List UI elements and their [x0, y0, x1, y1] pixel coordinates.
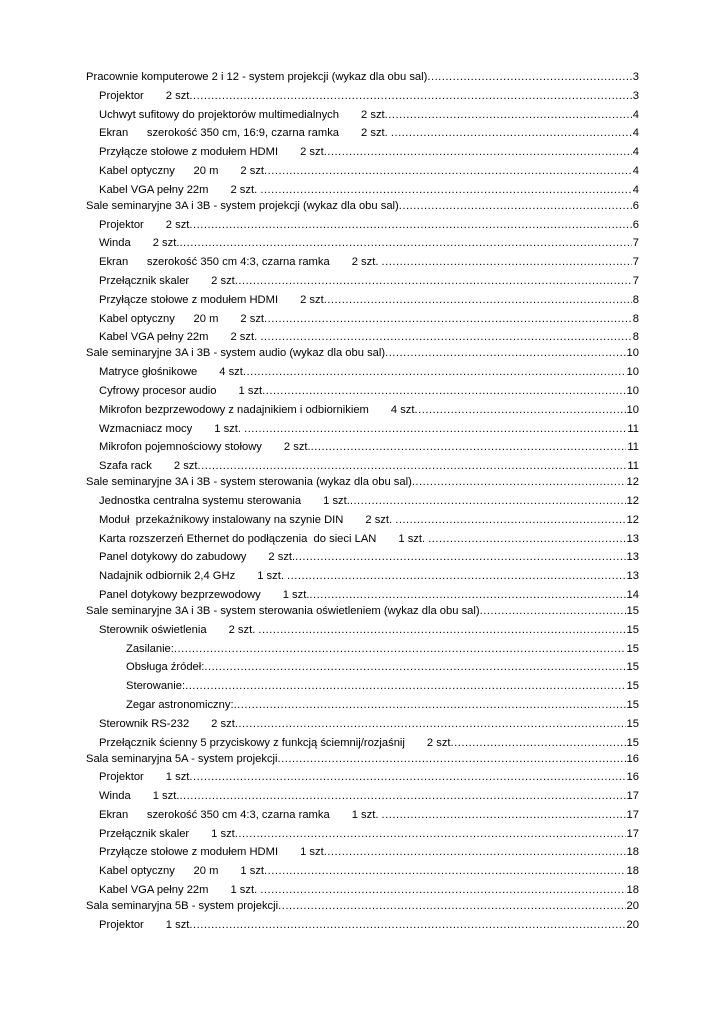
toc-entry-quantity: 2 szt. — [152, 237, 180, 250]
toc-entry-title: Mikrofon bezprzewodowy z nadajnikiem i odbiornikiem — [99, 403, 369, 416]
toc-entry-title: Przyłącze stołowe z modułem HDMI — [99, 846, 279, 859]
toc-page-number: 8 — [632, 293, 639, 306]
toc-entry[interactable] — [86, 693, 639, 712]
toc-entry-title: Mikrofon pojemnościowy stołowy — [99, 441, 262, 454]
toc-entry-quantity: 2 szt. — [365, 513, 396, 526]
toc-page-number: 20 — [626, 900, 639, 913]
toc-entry[interactable] — [86, 122, 639, 141]
toc-entry[interactable] — [86, 564, 639, 583]
toc-entry-title: Winda — [99, 237, 131, 250]
toc-page-number: 15 — [626, 717, 639, 730]
toc-page-number: 10 — [626, 403, 639, 416]
toc-dot-leader — [278, 900, 625, 913]
toc-page-number: 17 — [626, 827, 639, 840]
toc-entry-title: Karta rozszerzeń Ethernet do podłączenia do sieci LAN — [99, 532, 377, 545]
toc-dot-leader — [189, 771, 625, 784]
toc-entry[interactable] — [86, 546, 639, 565]
toc-page-number: 3 — [632, 71, 639, 83]
toc-entry[interactable] — [86, 489, 639, 508]
toc-dot-leader — [385, 347, 625, 360]
toc-dot-leader — [480, 605, 626, 618]
toc-entry[interactable] — [86, 288, 639, 307]
toc-entry-quantity: 2 szt — [361, 108, 385, 121]
toc-entry-title: Projektor — [99, 771, 144, 784]
toc-dot-leader — [399, 200, 632, 213]
toc-entry[interactable] — [86, 784, 639, 803]
toc-entry-title: Uchwyt sufitowy do projektorów multimedialnych — [99, 108, 340, 121]
toc-entry-title: Kabel optyczny 20 m — [99, 164, 219, 177]
toc-page-number: 10 — [626, 384, 639, 397]
toc-dot-leader — [385, 109, 632, 122]
toc-entry-title: Panel dotykowy do zabudowy — [99, 551, 247, 564]
toc-entry[interactable] — [86, 637, 639, 656]
toc-dot-leader — [382, 809, 626, 822]
toc-entry[interactable] — [86, 379, 639, 398]
toc-entry-title: Matryce głośnikowe — [99, 366, 198, 379]
toc-page-number: 6 — [632, 199, 639, 212]
toc-entry-title: Ekran szerokość 350 cm 4:3, czarna ramka — [99, 808, 330, 821]
toc-entry[interactable] — [86, 159, 639, 178]
toc-page-number: 14 — [626, 588, 639, 601]
toc-entry[interactable] — [86, 508, 639, 527]
toc-entry-quantity: 2 szt — [300, 293, 324, 306]
toc-dot-leader — [287, 570, 626, 583]
toc-entry[interactable] — [86, 878, 639, 897]
toc-page-number: 12 — [626, 513, 639, 526]
toc-entry[interactable] — [86, 897, 639, 913]
toc-dot-leader — [260, 331, 631, 344]
toc-entry[interactable] — [86, 307, 639, 326]
toc-entry-quantity: 1 szt. — [230, 884, 261, 897]
toc-dot-leader — [350, 495, 626, 508]
toc-dot-leader — [198, 460, 627, 473]
toc-entry[interactable] — [86, 583, 639, 602]
toc-page-number: 15 — [626, 680, 639, 693]
toc-entry[interactable] — [86, 398, 639, 417]
toc-entry-title: Przyłącze stołowe z modułem HDMI — [99, 146, 279, 159]
toc-entry-title: Projektor — [99, 89, 144, 102]
toc-dot-leader — [185, 680, 625, 693]
toc-entry-quantity: 1 szt — [165, 918, 190, 931]
toc-entry[interactable] — [86, 417, 639, 436]
toc-dot-leader — [324, 146, 632, 159]
toc-dot-leader — [179, 237, 631, 250]
toc-entry-title: Cyfrowy procesor audio — [99, 384, 217, 397]
toc-entry[interactable] — [86, 197, 639, 213]
toc-entry[interactable] — [86, 674, 639, 693]
toc-page-number: 15 — [626, 604, 639, 617]
toc-entry-title: Projektor — [99, 918, 144, 931]
toc-entry[interactable] — [86, 841, 639, 860]
toc-entry-title: Moduł przekaźnikowy instalowany na szynie DIN — [99, 513, 344, 526]
toc-dot-leader — [244, 423, 626, 436]
toc-entry[interactable] — [86, 454, 639, 473]
toc-page-number: 15 — [626, 642, 639, 655]
toc-entry-quantity: 4 szt — [219, 366, 243, 379]
toc-entry[interactable] — [86, 84, 639, 103]
toc-entry-quantity: 2 szt — [300, 146, 324, 159]
toc-dot-leader — [415, 404, 626, 417]
toc-page-number: 4 — [632, 146, 639, 159]
toc-page-number: 4 — [632, 164, 639, 177]
toc-entry[interactable] — [86, 232, 639, 251]
toc-entry-quantity: 2 szt. — [268, 551, 296, 564]
toc-entry-quantity: 1 szt — [165, 771, 190, 784]
toc-entry-title: Nadajnik odbiornik 2,4 GHz — [99, 570, 236, 583]
toc-dot-leader — [260, 184, 631, 197]
toc-entry[interactable] — [86, 527, 639, 546]
toc-page-number: 12 — [626, 476, 639, 489]
toc-entry-quantity: 2 szt — [240, 164, 265, 177]
toc-entry-title: Kabel VGA pełny 22m — [99, 183, 209, 196]
toc-dot-leader — [235, 828, 626, 841]
toc-page-number: 16 — [626, 752, 639, 765]
toc-dot-leader — [235, 275, 632, 288]
toc-page-number: 4 — [632, 127, 639, 140]
toc-entry-title: Wzmacniacz mocy — [99, 422, 193, 435]
toc-page-number: 4 — [632, 108, 639, 121]
toc-entry-quantity: 2 szt — [211, 274, 235, 287]
toc-page-number: 16 — [626, 771, 639, 784]
toc-entry[interactable] — [86, 103, 639, 122]
toc-entry-quantity: 1 szt. — [214, 422, 245, 435]
toc-dot-leader — [189, 219, 631, 232]
toc-dot-leader — [427, 71, 631, 84]
toc-entry[interactable] — [86, 602, 639, 618]
toc-entry[interactable] — [86, 68, 639, 84]
toc-dot-leader — [295, 551, 625, 564]
toc-entry-title: Zasilanie: — [126, 642, 174, 655]
toc-entry-title: Kabel VGA pełny 22m — [99, 331, 209, 344]
toc-entry[interactable] — [86, 436, 639, 455]
toc-dot-leader — [395, 514, 625, 527]
toc-page-number: 17 — [626, 790, 639, 803]
toc-entry-quantity: 2 szt — [173, 460, 198, 473]
toc-dot-leader — [260, 884, 625, 897]
toc-entry-title: Przyłącze stołowe z modułem HDMI — [99, 293, 279, 306]
table-of-contents — [86, 68, 639, 932]
toc-entry-title: Panel dotykowy bezprzewodowy — [99, 588, 261, 601]
toc-page-number: 6 — [632, 218, 639, 231]
toc-page-number: 18 — [626, 865, 639, 878]
toc-entry-title: Zegar astronomiczny: — [126, 698, 234, 711]
toc-entry-title: Sterownik RS-232 — [99, 717, 190, 730]
toc-entry-quantity: 1 szt. — [351, 808, 382, 821]
toc-entry-quantity: 2 szt. — [228, 623, 259, 636]
toc-entry[interactable] — [86, 822, 639, 841]
toc-entry[interactable] — [86, 360, 639, 379]
toc-entry-title: Winda — [99, 790, 131, 803]
toc-page-number: 11 — [627, 460, 639, 473]
toc-entry-title: Obsługa źródeł: — [126, 661, 205, 674]
toc-entry-title: Jednostka centralna systemu sterowania — [99, 494, 302, 507]
toc-page-number: 8 — [632, 331, 639, 344]
toc-entry[interactable] — [86, 344, 639, 360]
toc-entry-quantity: 2 szt. — [361, 127, 391, 140]
toc-entry-title: Kabel VGA pełny 22m — [99, 884, 209, 897]
toc-entry[interactable] — [86, 618, 639, 637]
toc-dot-leader — [428, 533, 625, 546]
toc-entry-quantity: 2 szt — [165, 218, 190, 231]
toc-page-number: 8 — [632, 312, 639, 325]
toc-dot-leader — [391, 127, 632, 140]
toc-entry-title: Przełącznik skaler — [99, 274, 190, 287]
toc-entry-title: Ekran szerokość 350 cm 4:3, czarna ramka — [99, 256, 330, 269]
toc-entry-quantity: 2 szt. — [283, 441, 311, 454]
toc-dot-leader — [264, 865, 626, 878]
toc-entry[interactable] — [86, 712, 639, 731]
toc-entry-quantity: 1 szt — [211, 827, 235, 840]
toc-entry[interactable] — [86, 326, 639, 345]
toc-page-number: 13 — [626, 551, 639, 564]
toc-entry-quantity: 2 szt — [426, 736, 451, 749]
toc-dot-leader — [382, 256, 632, 269]
toc-entry-title: Sale seminaryjne 3A i 3B - system sterowania (wykaz dla obu sal) — [86, 476, 412, 489]
toc-dot-leader — [258, 624, 625, 637]
toc-page-number: 15 — [626, 698, 639, 711]
toc-page-number: 7 — [632, 274, 639, 287]
toc-entry[interactable] — [86, 473, 639, 489]
toc-dot-leader — [235, 718, 626, 731]
toc-entry-title: Sala seminaryjna 5A - system projekcji — [86, 752, 278, 765]
toc-entry-quantity: 2 szt. — [230, 183, 261, 196]
toc-entry[interactable] — [86, 731, 639, 750]
toc-entry[interactable] — [86, 178, 639, 197]
toc-entry-title: Sterowanie: — [126, 680, 186, 693]
toc-dot-leader — [412, 476, 626, 489]
toc-entry[interactable] — [86, 269, 639, 288]
toc-page-number: 15 — [626, 736, 639, 749]
toc-entry-quantity: 2 szt. — [351, 256, 382, 269]
toc-dot-leader — [174, 643, 626, 656]
toc-entry-quantity: 1 szt. — [282, 588, 310, 601]
toc-entry-title: Kabel optyczny 20 m — [99, 865, 219, 878]
toc-entry[interactable] — [86, 140, 639, 159]
toc-entry-title: Sale seminaryjne 3A i 3B - system audio (wykaz dla obu sal) — [86, 347, 386, 360]
toc-dot-leader — [204, 661, 625, 674]
toc-page-number: 15 — [626, 661, 639, 674]
toc-entry[interactable] — [86, 250, 639, 269]
toc-entry[interactable] — [86, 859, 639, 878]
toc-dot-leader — [179, 790, 625, 803]
toc-page-number: 18 — [626, 846, 639, 859]
toc-entry-title: Kabel optyczny 20 m — [99, 312, 219, 325]
toc-entry-quantity: 1 szt. — [323, 494, 350, 507]
toc-entry-quantity: 4 szt — [390, 403, 415, 416]
toc-entry-title: Sale seminaryjne 3A i 3B - system sterowania oświetleniem (wykaz dla obu sal) — [86, 604, 480, 617]
toc-entry-quantity: 2 szt — [165, 89, 190, 102]
toc-dot-leader — [189, 919, 625, 932]
toc-entry-title: Przełącznik skaler — [99, 827, 190, 840]
toc-entry-quantity: 1 szt. — [257, 570, 288, 583]
toc-entry[interactable] — [86, 766, 639, 785]
toc-page-number: 15 — [626, 623, 639, 636]
toc-page-number: 10 — [626, 366, 639, 379]
toc-page-number: 11 — [627, 422, 639, 435]
toc-entry-quantity: 1 szt — [240, 865, 265, 878]
toc-entry-quantity: 1 szt — [300, 846, 324, 859]
toc-page-number: 10 — [626, 347, 639, 360]
toc-page-number: 4 — [632, 183, 639, 196]
toc-entry[interactable] — [86, 750, 639, 766]
toc-dot-leader — [243, 366, 626, 379]
toc-page-number: 3 — [632, 89, 639, 102]
toc-page-number: 7 — [632, 256, 639, 269]
toc-entry-quantity: 2 szt — [240, 312, 265, 325]
toc-entry-quantity: 1 szt — [238, 384, 263, 397]
toc-page-number: 13 — [626, 570, 639, 583]
toc-entry-title: Sterownik oświetlenia — [99, 623, 207, 636]
toc-dot-leader — [264, 165, 632, 178]
toc-page-number: 13 — [626, 532, 639, 545]
toc-entry-title: Sala seminaryjna 5B - system projekcji — [86, 900, 279, 913]
toc-dot-leader — [451, 737, 626, 750]
toc-entry-title: Przełącznik ścienny 5 przyciskowy z funkcją ściemnij/rozjaśnij — [99, 736, 405, 749]
toc-page-number: 12 — [626, 494, 639, 507]
toc-entry[interactable] — [86, 803, 639, 822]
toc-entry-quantity: 2 szt — [211, 717, 235, 730]
toc-dot-leader — [309, 589, 625, 602]
toc-entry-title: Szafa rack — [99, 460, 152, 473]
toc-page-number: 11 — [627, 441, 639, 454]
toc-dot-leader — [264, 313, 632, 326]
toc-dot-leader — [324, 846, 626, 859]
toc-dot-leader — [234, 699, 626, 712]
toc-page-number: 18 — [626, 884, 639, 897]
toc-dot-leader — [324, 294, 632, 307]
toc-entry-quantity: 2 szt. — [230, 331, 261, 344]
toc-entry-title: Ekran szerokość 350 cm, 16:9, czarna ramka — [99, 127, 340, 140]
toc-page-number: 17 — [626, 808, 639, 821]
toc-page-number: 7 — [632, 237, 639, 250]
toc-entry[interactable] — [86, 913, 639, 932]
toc-dot-leader — [189, 90, 631, 103]
toc-dot-leader — [311, 441, 627, 454]
toc-entry-quantity: 1 szt. — [398, 532, 429, 545]
toc-entry-title: Pracownie komputerowe 2 i 12 - system projekcji (wykaz dla obu sal) — [86, 71, 428, 83]
toc-entry-quantity: 1 szt. — [152, 790, 180, 803]
toc-entry[interactable] — [86, 213, 639, 232]
toc-entry-title: Projektor — [99, 218, 144, 231]
toc-page-number: 20 — [626, 918, 639, 931]
toc-dot-leader — [262, 385, 625, 398]
toc-entry[interactable] — [86, 656, 639, 675]
toc-entry-title: Sale seminaryjne 3A i 3B - system projekcji (wykaz dla obu sal) — [86, 199, 399, 212]
toc-dot-leader — [278, 753, 626, 766]
